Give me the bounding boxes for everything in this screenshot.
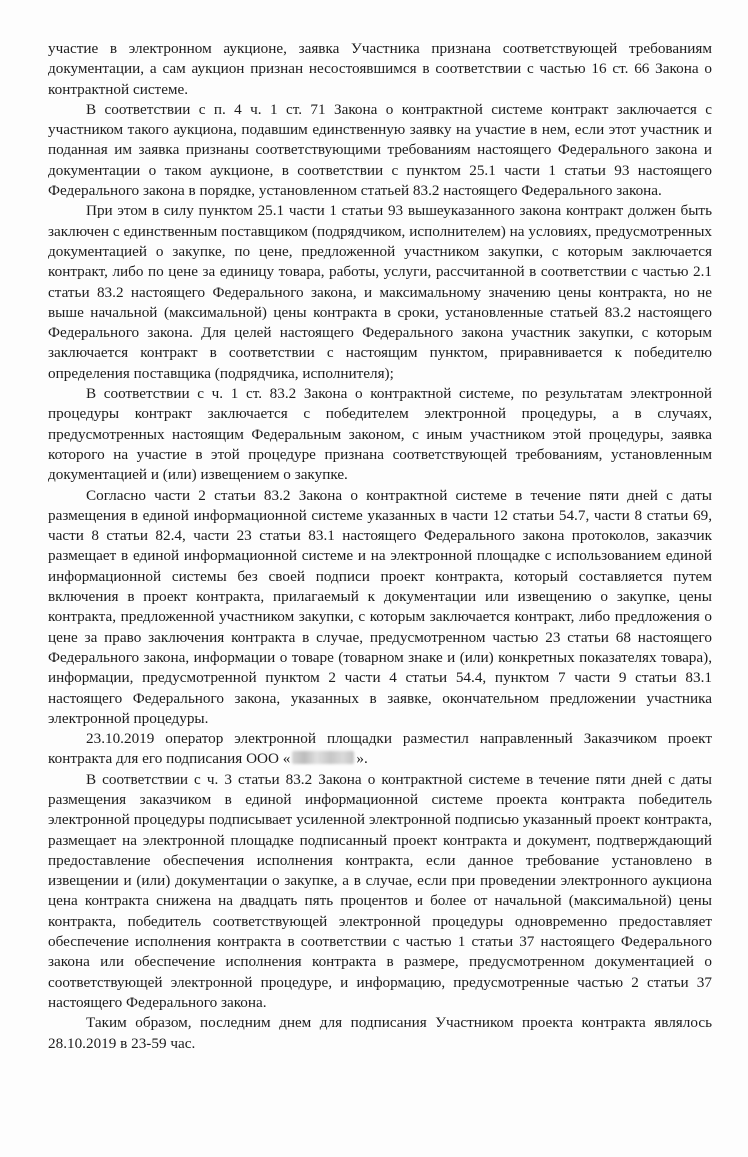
paragraph-article-83-2-part-3: В соответствии с ч. 3 статьи 83.2 Закона о контрактной системе в течение пяти дней с даты размещения заказчиком в единой информационной системе проекта контракта победитель электронной процедуры подписывает усиленной электронной подписью указанный проект контракта, размещает на электронной площадке подписанный проект контракта и документ, подтверждающий предоставление обеспечения исполнения контракта, если данное требование установлено в извещении и (или) документации о закупке, а в случае, если при проведении электронного аукциона цена контракта снижена на двадцать пять процентов и более от начальной (максимальной) цены контракта, победитель соответствующей электронной процедуры одновременно предоставляет обеспечение исполнения контракта в соответствии с частью 1 статьи 37 настоящего Федерального закона или обеспечение исполнения контракта в размере, предусмотренном документацией о соответствующей электронной процедуре, и информацию, предусмотренные частью 2 статьи 37 настоящего Федерального закона. [48,770,712,1011]
redacted-company-name [292,751,354,764]
contract-placement-text-end: ». [356,750,368,768]
paragraph-article-83-2-part-2: Согласно части 2 статьи 83.2 Закона о контрактной системе в течение пяти дней с даты размещения в единой информационной системе указанных в части 12 статьи 54.7, части 8 статьи 69, части 8 статьи 82.4, части 23 статьи 83.1 настоящего Федерального закона протоколов, заказчик размещает в единой информационной системе и на электронной площадке с использованием единой информационной системы без своей подписи проект контракта, который составляется путем включения в проект контракта, прилагаемый к документации или извещению о закупке, цены контракта, предложенной участником закупки, с которым заключается контракт, либо предложения о цене за право заключения контракта в случае, предусмотренном частью 23 статьи 68 настоящего Федерального закона, информации о товаре (товарном знаке и (или) конкретных показателях товара), информации, предусмотренной пунктом 2 части 4 статьи 54.4, пунктом 7 части 9 статьи 83.1 настоящего Федерального закона, указанных в заявке, окончательном предложении участника электронной процедуры. [48,486,712,727]
paragraph-article-93: При этом в силу пунктом 25.1 части 1 статьи 93 вышеуказанного закона контракт должен быть заключен с единственным поставщиком (подрядчиком, исполнителем) на условиях, предусмотренных документацией о закупке, по цене, предложенной участником закупки, с которым заключается контракт, либо по цене за единицу товара, работы, услуги, рассчитанной в соответствии с частью 2.1 статьи 83.2 настоящего Федерального закона, и максимальному значению цены контракта, но не выше начальной (максимальной) цены контракта в сроки, установленные статьей 83.2 настоящего Федерального закона. Для целей настоящего Федерального закона участник закупки, с которым заключается контракт в соответствии с настоящим пунктом, приравнивается к победителю определения поставщика (подрядчика, исполнителя); [48,202,712,382]
paragraph-auction-result: участие в электронном аукционе, заявка Участника признана соответствующей требованиям документации, а сам аукцион признан несостоявшимся в соответствии с частью 16 ст. 66 Закона о контрактной системе. [48,40,712,98]
contract-placement-text: 23.10.2019 оператор электронной площадки разместил направленный Заказчиком проект контракта для его подписания ООО « [48,730,712,768]
paragraph-article-83-2-part-1: В соответствии с ч. 1 ст. 83.2 Закона о контрактной системе, по результатам электронной процедуры контракт заключается с победителем электронной процедуры, а в случаях, предусмотренных настоящим Федеральным законом, с иным участником этой процедуры, заявка которого на участие в этой процедуре признана соответствующей требованиям, установленным документацией и (или) извещением о закупке. [48,385,712,484]
paragraph-conclusion: Таким образом, последним днем для подписания Участником проекта контракта являлось 28.10.2019 в 23-59 час. [48,1014,712,1052]
paragraph-contract-placement [48,729,712,770]
document-body [48,39,712,1054]
paragraph-article-71: В соответствии с п. 4 ч. 1 ст. 71 Закона о контрактной системе контракт заключается с участником такого аукциона, подавшим единственную заявку на участие в нем, если этот участник и поданная им заявка признаны соответствующими требованиям настоящего Федерального закона и документации о таком аукционе, в соответствии с пунктом 25.1 части 1 статьи 93 настоящего Федерального закона в порядке, установленном статьей 83.2 настоящего Федерального закона. [48,100,712,200]
